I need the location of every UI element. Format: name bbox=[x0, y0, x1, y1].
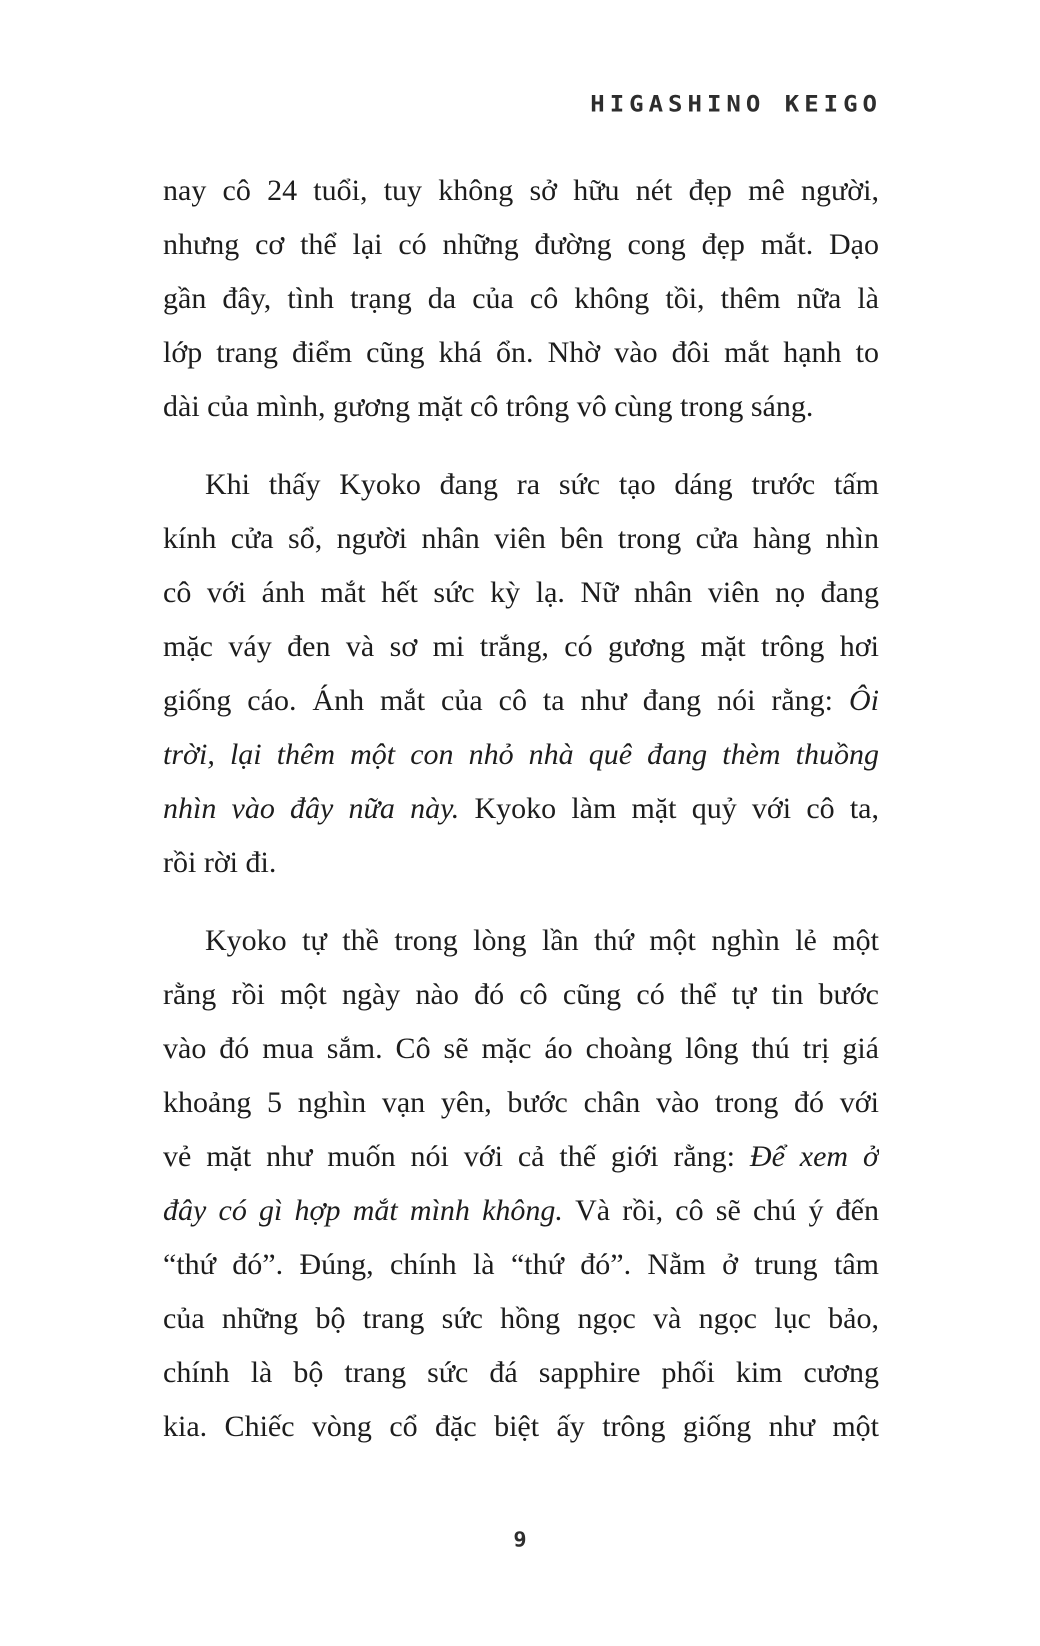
text-segment: mặc váy đen và sơ mi trắng, có gương mặt trông hơi bbox=[163, 630, 879, 663]
text-line bbox=[163, 1292, 879, 1346]
text-line bbox=[163, 836, 879, 890]
text-segment: Và rồi, cô sẽ chú ý đến bbox=[575, 1194, 879, 1227]
text-segment: nay cô 24 tuổi, tuy không sở hữu nét đẹp mê người, bbox=[163, 174, 879, 207]
text-line bbox=[163, 782, 879, 836]
text-segment: gần đây, tình trạng da của cô không tồi, thêm nữa là bbox=[163, 282, 879, 315]
italic-text-segment: Ôi bbox=[849, 684, 879, 717]
italic-text-segment: Để xem ở bbox=[749, 1140, 879, 1173]
text-segment: khoảng 5 nghìn vạn yên, bước chân vào trong đó với bbox=[163, 1086, 879, 1119]
text-line bbox=[163, 566, 879, 620]
text-line bbox=[163, 968, 879, 1022]
italic-text-segment: trời, lại thêm một con nhỏ nhà quê đang thèm thuồng bbox=[163, 738, 879, 771]
italic-text-segment: nhìn vào đây nữa này. bbox=[163, 792, 475, 825]
text-segment: chính là bộ trang sức đá sapphire phối kim cương bbox=[163, 1356, 879, 1389]
text-line bbox=[163, 326, 879, 380]
text-line bbox=[163, 620, 879, 674]
text-line bbox=[163, 218, 879, 272]
text-line bbox=[163, 164, 879, 218]
running-header-author: HIGASHINO KEIGO bbox=[590, 91, 882, 117]
italic-text-segment: đây có gì hợp mắt mình không. bbox=[163, 1194, 576, 1227]
text-segment: nhưng cơ thể lại có những đường cong đẹp mắt. Dạo bbox=[163, 228, 879, 261]
text-line bbox=[163, 512, 879, 566]
text-segment: giống cáo. Ánh mắt của cô ta như đang nói rằng: bbox=[163, 684, 849, 717]
text-line bbox=[163, 1400, 879, 1454]
text-line bbox=[163, 1346, 879, 1400]
text-segment: “thứ đó”. Đúng, chính là “thứ đó”. Nằm ở trung tâm bbox=[163, 1248, 879, 1281]
text-segment: rằng rồi một ngày nào đó cô cũng có thể tự tin bước bbox=[163, 978, 879, 1011]
text-line bbox=[163, 1022, 879, 1076]
text-line bbox=[163, 914, 879, 968]
text-segment: lớp trang điểm cũng khá ổn. Nhờ vào đôi mắt hạnh to bbox=[163, 336, 879, 369]
text-segment: Kyoko làm mặt quỷ với cô ta, bbox=[474, 792, 879, 825]
text-segment: Khi thấy Kyoko đang ra sức tạo dáng trước tấm bbox=[205, 468, 879, 501]
text-line bbox=[163, 458, 879, 512]
text-segment: Kyoko tự thề trong lòng lần thứ một nghìn lẻ một bbox=[205, 924, 879, 957]
text-segment: vào đó mua sắm. Cô sẽ mặc áo choàng lông thú trị giá bbox=[163, 1032, 879, 1065]
text-line bbox=[163, 674, 879, 728]
text-line bbox=[163, 380, 879, 434]
text-line bbox=[163, 1184, 879, 1238]
text-line bbox=[163, 1238, 879, 1292]
text-segment: rồi rời đi. bbox=[163, 846, 277, 879]
text-segment: của những bộ trang sức hồng ngọc và ngọc lục bảo, bbox=[163, 1302, 879, 1335]
page-body bbox=[163, 164, 879, 1454]
text-segment: dài của mình, gương mặt cô trông vô cùng trong sáng. bbox=[163, 390, 814, 423]
text-line bbox=[163, 1130, 879, 1184]
text-segment: vẻ mặt như muốn nói với cả thế giới rằng: bbox=[163, 1140, 750, 1173]
text-segment: cô với ánh mắt hết sức kỳ lạ. Nữ nhân viên nọ đang bbox=[163, 576, 879, 609]
paragraph bbox=[163, 458, 879, 890]
text-segment: kính cửa sổ, người nhân viên bên trong cửa hàng nhìn bbox=[163, 522, 879, 555]
text-line bbox=[163, 728, 879, 782]
text-line bbox=[163, 1076, 879, 1130]
paragraph bbox=[163, 914, 879, 1454]
paragraph bbox=[163, 164, 879, 434]
text-segment: kia. Chiếc vòng cổ đặc biệt ấy trông giống như một bbox=[163, 1410, 879, 1443]
text-line bbox=[163, 272, 879, 326]
page-number: 9 bbox=[513, 1529, 527, 1552]
